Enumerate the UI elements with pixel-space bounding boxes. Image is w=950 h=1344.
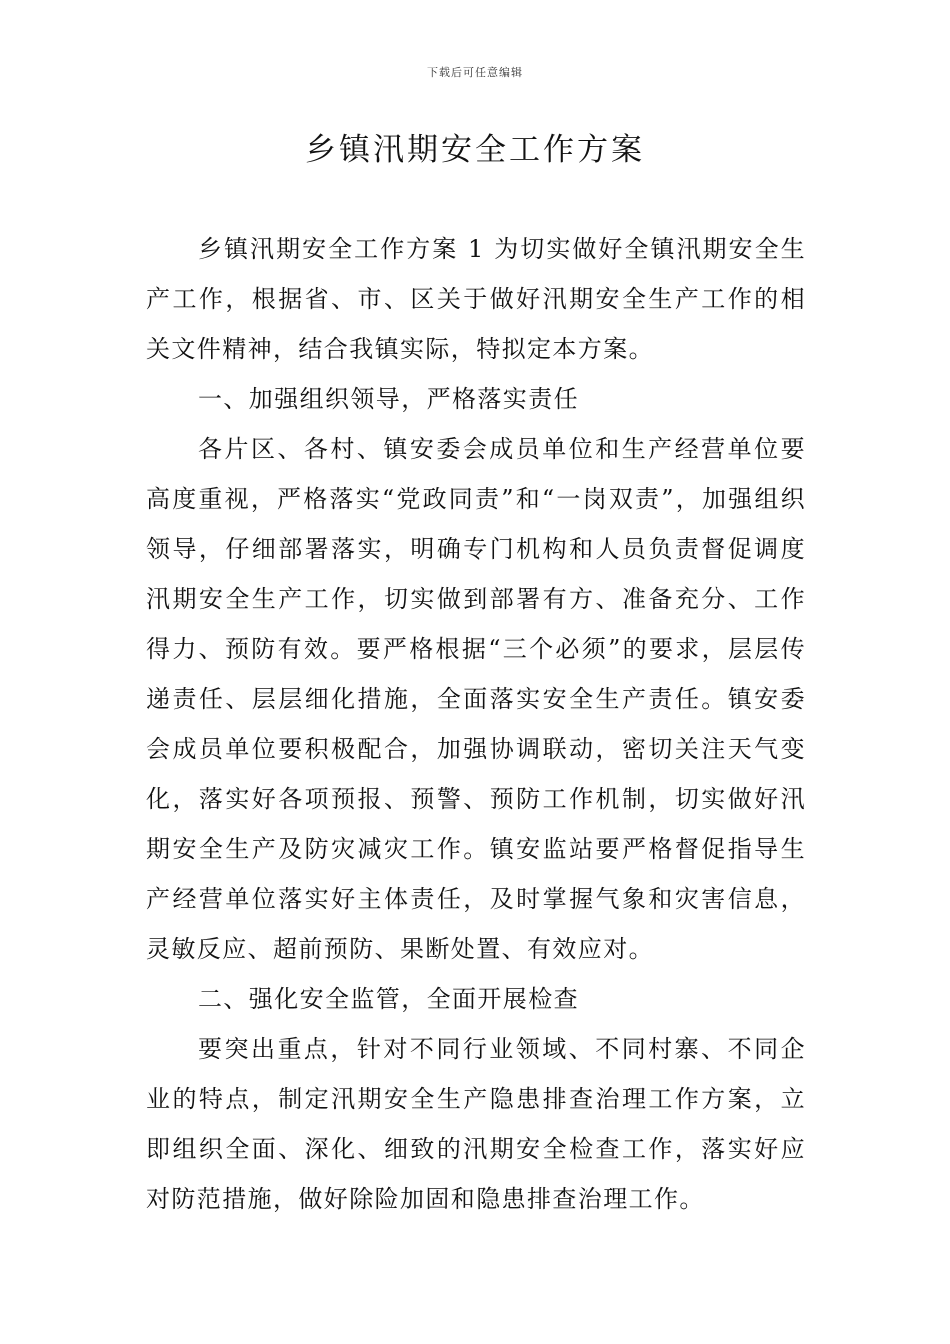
paragraph-section-2: 要突出重点，针对不同行业领域、不同村寨、不同企业的特点，制定汛期安全生产隐患排查治理工作方案，立即组织全面、深化、细致的汛期安全检查工作，落实好应对防范措施，做好除险加固和隐患排查治理工作。 <box>146 1035 806 1213</box>
document-title: 乡镇汛期安全工作方案 <box>305 132 645 168</box>
paragraph-section-1: 各片区、各村、镇安委会成员单位和生产经营单位要高度重视，严格落实“党政同责”和“一岗双责”，加强组织领导，仔细部署落实，明确专门机构和人员负责督促调度汛期安全生产工作，切实做到部署有方、准备充分、工作得力、预防有效。要严格根据“三个必须”的要求，层层传递责任、层层细化措施，全面落实安全生产责任。镇安委会成员单位要积极配合，加强协调联动，密切关注天气变化，落实好各项预报、预警、预防工作机制，切实做好汛期安全生产及防灾减灾工作。镇安监站要严格督促指导生产经营单位落实好主体责任，及时掌握气象和灾害信息，灵敏反应、超前预防、果断处置、有效应对。 <box>146 435 806 963</box>
header-note: 下载后可任意编辑 <box>427 66 523 79</box>
paragraph-intro: 乡镇汛期安全工作方案 1 为切实做好全镇汛期安全生产工作，根据省、市、区关于做好汛期安全生产工作的相关文件精神，结合我镇实际，特拟定本方案。 <box>146 235 806 363</box>
section-heading-1: 一、加强组织领导，严格落实责任 <box>198 385 579 413</box>
section-heading-2: 二、强化安全监管，全面开展检查 <box>198 985 579 1013</box>
document-body <box>146 224 806 1224</box>
